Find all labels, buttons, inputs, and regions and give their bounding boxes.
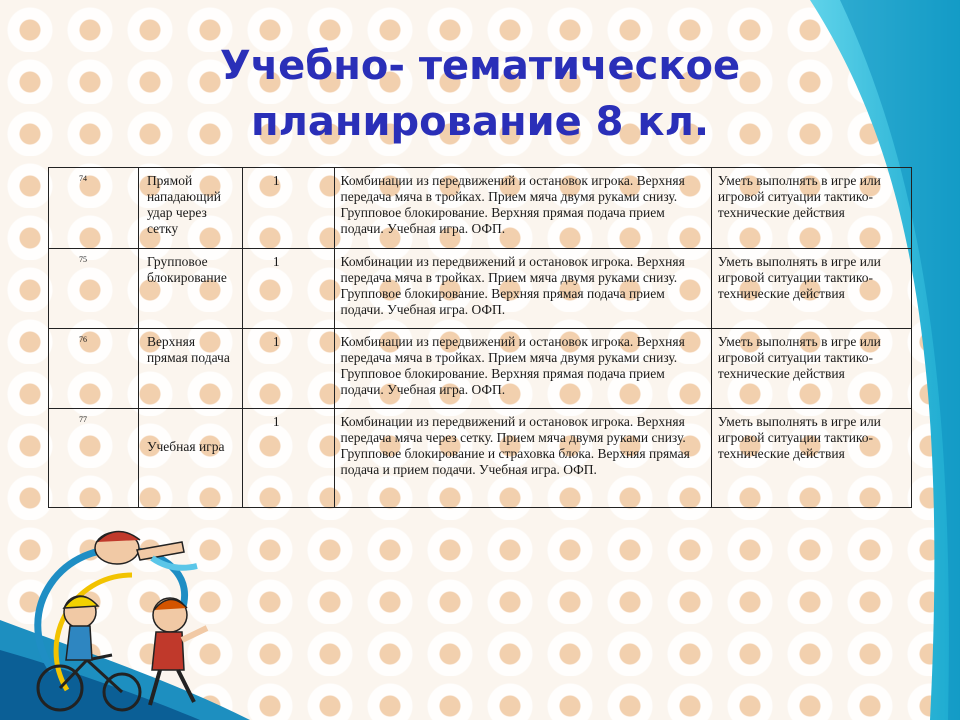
lesson-number: 74 (49, 168, 139, 249)
table-row (49, 329, 912, 409)
lesson-skill: Уметь выполнять в игре или игровой ситуации тактико-технические действия (711, 409, 911, 508)
lesson-number: 76 (49, 329, 139, 409)
cartoon-athletes-illustration (22, 520, 232, 720)
lesson-hours: 1 (242, 249, 334, 329)
lesson-hours: 1 (242, 329, 334, 409)
lesson-content: Комбинации из передвижений и остановок игрока. Верхняя передача мяча в тройках. Прием мяча двумя руками снизу. Групповое блокирование. Верхняя прямая подача прием подачи. Учебная игра. ОФП. (334, 249, 711, 329)
lesson-topic: Прямой нападающий удар через сетку (138, 168, 242, 249)
lesson-plan-table (48, 167, 912, 508)
table-row (49, 249, 912, 329)
lesson-content: Комбинации из передвижений и остановок игрока. Верхняя передача мяча в тройках. Прием мяча двумя руками снизу. Групповое блокирование. Верхняя прямая подача прием подачи. Учебная игра. ОФП. (334, 329, 711, 409)
table-row (49, 168, 912, 249)
lesson-topic: Верхняя прямая подача (138, 329, 242, 409)
lesson-content: Комбинации из передвижений и остановок игрока. Верхняя передача мяча в тройках. Прием мяча двумя руками снизу. Групповое блокирование. Верхняя прямая подача прием подачи. Учебная игра. ОФП. (334, 168, 711, 249)
lesson-number: 75 (49, 249, 139, 329)
lesson-hours: 1 (242, 168, 334, 249)
table-row (49, 409, 912, 508)
lesson-content: Комбинации из передвижений и остановок игрока. Верхняя передача мяча через сетку. Прием мяча двумя руками снизу. Групповое блокирование и страховка блока. Верхняя прямая подача и прием подачи. Учебная игра. ОФП. (334, 409, 711, 508)
lesson-hours: 1 (242, 409, 334, 508)
lesson-topic: Групповое блокирование (138, 249, 242, 329)
lesson-skill: Уметь выполнять в игре или игровой ситуации тактико-технические действия (711, 249, 911, 329)
lesson-skill: Уметь выполнять в игре или игровой ситуации тактико-технические действия (711, 168, 911, 249)
lesson-topic: Учебная игра (138, 409, 242, 508)
lesson-number: 77 (49, 409, 139, 508)
lesson-skill: Уметь выполнять в игре или игровой ситуации тактико-технические действия (711, 329, 911, 409)
slide-title: Учебно- тематическое планирование 8 кл. (219, 43, 741, 145)
